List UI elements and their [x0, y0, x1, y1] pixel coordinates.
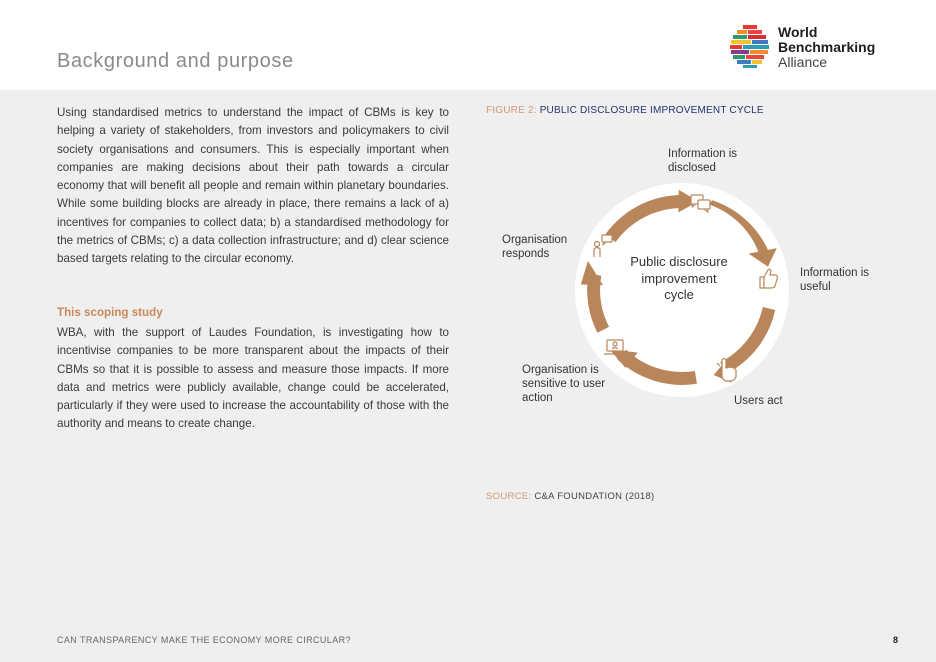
globe-logo-icon: [729, 24, 775, 70]
step-label-organisation-responds: Organisation responds: [502, 234, 568, 260]
intro-paragraph: Using standardised metrics to understand the impact of CBMs is key to helping a variety of stakeholders, from investors and policymakers to civil society organisations and consumers. This is especially important when companies are making decisions about their path towards a circular economy that will benefit all people and remain within planetary boundaries. While some building blocks are already in place, there remains a lack of a) incentives for companies to collect data; b) a standardised methodology for the metrics of CBMs; c) a data collection infrastructure; and d) clear science based targets relating to the circular economy.: [57, 106, 449, 266]
logo-wordmark: World Benchmarking Alliance: [778, 24, 876, 70]
cycle-center-label: Public disclosure improvement cycle: [630, 254, 728, 302]
step-label-information-useful: Information is useful: [800, 267, 870, 293]
step-label-information-disclosed: Information is disclosed: [668, 148, 738, 174]
page-header: [0, 0, 936, 90]
wba-logo: [729, 22, 889, 74]
figure-title: FIGURE 2: PUBLIC DISCLOSURE IMPROVEMENT CYCLE: [486, 105, 764, 116]
page-number: 8: [893, 635, 899, 645]
figure-source: SOURCE: C&A FOUNDATION (2018): [486, 491, 655, 502]
step-label-organisation-sensitive: Organisation is sensitive to user action: [522, 364, 606, 404]
section-subheading: This scoping study: [57, 306, 163, 319]
page-title: Background and purpose: [57, 50, 294, 72]
scoping-paragraph: WBA, with the support of Laudes Foundation, is investigating how to incentivise companies to be more transparent about the impacts of their CBMs so that it is possible to assess and measure those impacts. If more data and metrics were publicly available, change could be accelerated, particularly if they were used to increase the accountability of those with the authority and means to create change.: [57, 326, 449, 431]
disclosure-cycle-diagram: [486, 130, 906, 430]
step-label-users-act: Users act: [734, 395, 783, 407]
footer-report-title: CAN TRANSPARENCY MAKE THE ECONOMY MORE CIRCULAR?: [57, 635, 351, 645]
